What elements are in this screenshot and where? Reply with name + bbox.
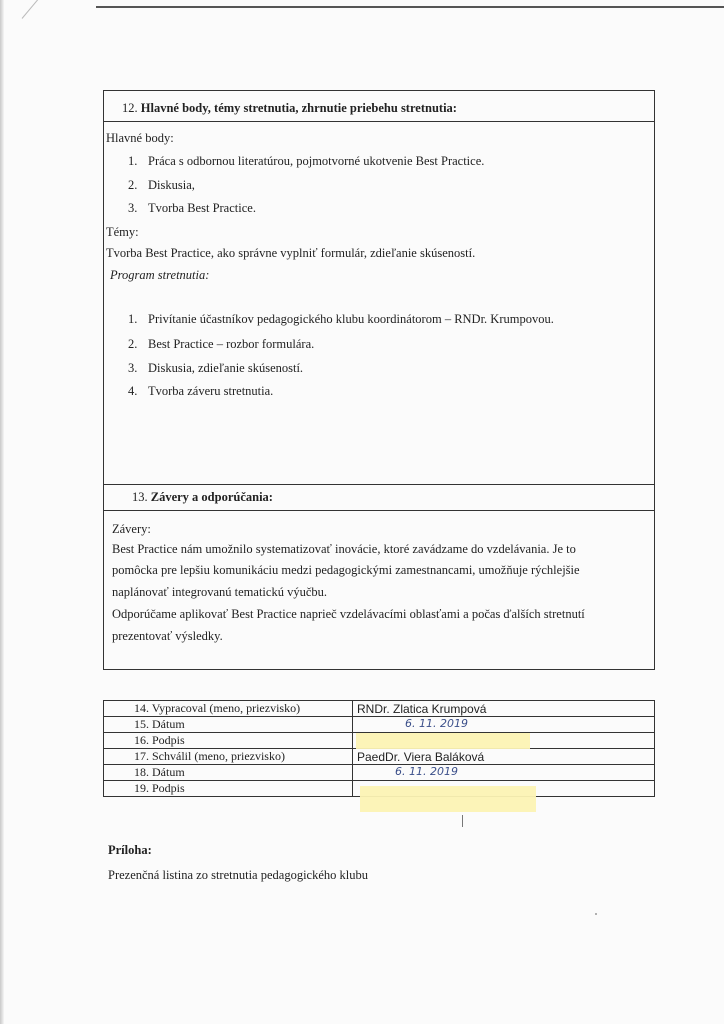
row-label: 14. Vypracoval (meno, priezvisko) (104, 701, 353, 717)
table-row (104, 765, 655, 781)
program-item: 3. Diskusia, zdieľanie skúseností. (128, 361, 304, 375)
topics-text: Tvorba Best Practice, ako správne vyplniť formulár, zdieľanie skúseností. (106, 246, 476, 260)
program-item: 2. Best Practice – rozbor formulára. (128, 337, 315, 351)
attachment-text: Prezenčná listina zo stretnutia pedagogického klubu (108, 868, 368, 882)
handwritten-date: 6. 11. 2019 (405, 717, 468, 730)
conclusion-line: pomôcka pre lepšiu komunikáciu medzi pedagogickými zamestnancami, umožňuje rýchlejšie (112, 563, 580, 577)
sticky-note-redaction (360, 786, 536, 812)
row-value: RNDr. Zlatica Krumpová (353, 701, 655, 717)
section-13-number: 13. (132, 490, 148, 504)
main-points-label: Hlavné body: (106, 131, 174, 145)
row-value (353, 717, 655, 733)
main-point-item: 1. Práca s odbornou literatúrou, pojmotvorné ukotvenie Best Practice. (128, 154, 485, 168)
section-12-number: 12. (122, 101, 138, 115)
conclusions-label: Závery: (112, 522, 151, 536)
section-13-divider (104, 510, 654, 511)
sticky-note-redaction (356, 733, 530, 749)
program-item: 1. Privítanie účastníkov pedagogického klubu koordinátorom – RNDr. Krumpovou. (128, 312, 554, 326)
row-value: PaedDr. Viera Baláková (353, 749, 655, 765)
main-point-item: 3. Tvorba Best Practice. (128, 201, 256, 215)
row-label: 17. Schválil (meno, priezvisko) (104, 749, 353, 765)
scan-edge (0, 0, 4, 1024)
section-13-heading (132, 490, 273, 505)
row-label: 15. Dátum (104, 717, 353, 733)
topics-label: Témy: (106, 225, 139, 239)
row-label: 19. Podpis (104, 781, 353, 797)
section-12-box (103, 90, 655, 484)
signature-stroke (462, 815, 463, 827)
conclusion-line: naplánovať integrovanú tematickú výučbu. (112, 585, 327, 599)
program-label: Program stretnutia: (110, 268, 210, 282)
conclusion-line: prezentovať výsledky. (112, 629, 223, 643)
main-point-item: 2. Diskusia, (128, 178, 195, 192)
table-row (104, 717, 655, 733)
scan-crease (22, 0, 74, 19)
conclusion-line: Odporúčame aplikovať Best Practice naprieč vzdelávacími oblasťami a počas ďalších stretnutí (112, 607, 585, 621)
scan-top-line (96, 6, 724, 8)
section-12-title: Hlavné body, témy stretnutia, zhrnutie priebehu stretnutia: (140, 101, 457, 115)
row-label: 16. Podpis (104, 733, 353, 749)
section-12-heading (122, 101, 457, 116)
row-value (353, 765, 655, 781)
program-item: 4. Tvorba záveru stretnutia. (128, 384, 274, 398)
scan-speck (595, 913, 597, 915)
handwritten-date: 6. 11. 2019 (395, 765, 458, 778)
section-13-title: Závery a odporúčania: (150, 490, 273, 504)
row-label: 18. Dátum (104, 765, 353, 781)
section-13-box (103, 484, 655, 670)
section-12-divider (104, 121, 654, 122)
table-row (104, 701, 655, 717)
attachment-label: Príloha: (108, 843, 152, 857)
conclusion-line: Best Practice nám umožnilo systematizovať inovácie, ktoré zavádzame do vzdelávania. Je to (112, 542, 576, 556)
table-row (104, 749, 655, 765)
